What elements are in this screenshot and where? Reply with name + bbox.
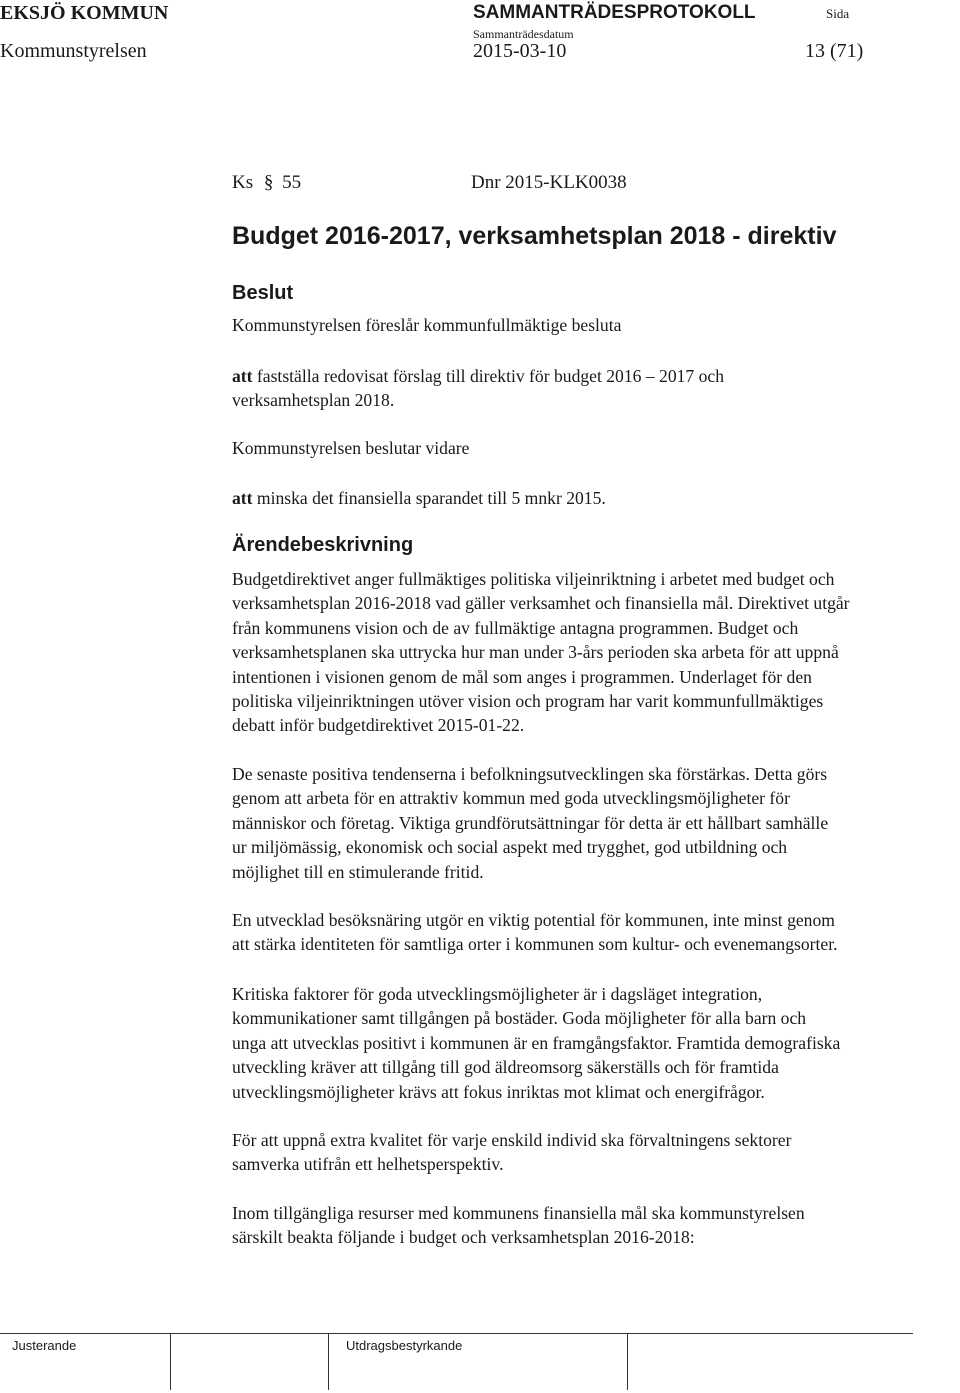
- beslut-further: Kommunstyrelsen beslutar vidare: [232, 438, 470, 458]
- text-line: verksamhetsplan 2016-2018 vad gäller verksamhet och finansiella mål. Direktivet utgår: [232, 593, 850, 614]
- att-clause-2: [232, 488, 606, 509]
- text-line: genom att arbeta för en attraktiv kommun med goda utvecklingsmöjligheter för: [232, 788, 790, 809]
- text-line: ur miljömässig, ekonomisk och social aspekt med trygghet, god utbildning och: [232, 837, 788, 858]
- signature-divider: [627, 1334, 628, 1390]
- diary-number: Dnr 2015-KLK0038: [471, 172, 627, 193]
- arende-paragraph-1: [232, 567, 958, 738]
- text-line: samverka utifrån ett helhetsperspektiv.: [232, 1154, 504, 1175]
- text-line: särskilt beakta följande i budget och verksamhetsplan 2016-2018:: [232, 1227, 695, 1248]
- text-line: Inom tillgängliga resurser med kommunens finansiella mål ska kommunstyrelsen: [232, 1203, 805, 1223]
- ks-label: Ks: [232, 172, 254, 193]
- text-line: Kritiska faktorer för goda utvecklingsmöjligheter är i dagsläget integration,: [232, 984, 763, 1004]
- text-line: kommunikationer samt tillgången på bostäder. Goda möjligheter för alla barn och: [232, 1008, 807, 1029]
- signature-divider: [328, 1334, 329, 1390]
- arende-paragraph-2: [232, 762, 958, 884]
- att-clause-1-continuation: verksamhetsplan 2018.: [232, 390, 395, 410]
- section-symbol: §: [263, 172, 274, 193]
- page-number: 13 (71): [805, 40, 864, 62]
- text-line: intentionen i visionen genom de mål som anges i programmen. Underlaget för den: [232, 666, 812, 687]
- text-line: En utvecklad besöksnäring utgör en viktig potential för kommunen, inte minst genom: [232, 910, 835, 930]
- organization-name: EKSJÖ KOMMUN: [0, 2, 169, 24]
- arende-paragraph-5: [232, 1128, 958, 1177]
- text-line: Budgetdirektivet anger fullmäktiges politiska viljeinriktning i arbetet med budget och: [232, 569, 835, 589]
- footer-divider: [0, 1333, 913, 1334]
- signature-divider: [170, 1334, 171, 1390]
- text-line: utveckling kräver att tillgång till god äldreomsorg säkerställs och för framtida: [232, 1057, 779, 1078]
- text-line: debatt inför budgetdirektivet 2015-01-22.: [232, 715, 525, 736]
- beslut-heading: Beslut: [232, 282, 294, 304]
- arende-heading: Ärendebeskrivning: [232, 534, 414, 556]
- justerande-label: Justerande: [12, 1338, 77, 1353]
- beslut-intro: Kommunstyrelsen föreslår kommunfullmäktige besluta: [232, 315, 622, 335]
- text-line: att stärka identiteten för samtliga orter i kommunen som kultur- och evenemangsorter.: [232, 934, 838, 955]
- protocol-title: SAMMANTRÄDESPROTOKOLL: [473, 2, 756, 23]
- att-clause-1-text: fastställa redovisat förslag till direktiv för budget 2016 – 2017 och: [252, 366, 725, 386]
- case-title: Budget 2016-2017, verksamhetsplan 2018 - direktiv: [232, 222, 837, 250]
- att-clause-1: [232, 366, 724, 387]
- department-name: Kommunstyrelsen: [0, 40, 147, 62]
- text-line: möjlighet till en stimulerande fritid.: [232, 861, 484, 882]
- arende-paragraph-3: [232, 908, 958, 957]
- date-label: Sammanträdesdatum: [473, 27, 574, 41]
- text-line: politiska viljeinriktningen utöver vision och program har varit kommunfullmäktiges: [232, 691, 824, 712]
- ks-number: 55: [282, 172, 302, 193]
- att-clause-2-text: minska det finansiella sparandet till 5 mnkr 2015.: [252, 488, 606, 508]
- text-line: För att uppnå extra kvalitet för varje enskild individ ska förvaltningens sektorer: [232, 1130, 792, 1150]
- arende-paragraph-6: [232, 1201, 958, 1250]
- text-line: från kommunens vision och de av fullmäktige antagna programmen. Budget och: [232, 617, 799, 638]
- case-section-ref: [232, 172, 301, 194]
- text-line: De senaste positiva tendenserna i befolkningsutvecklingen ska förstärkas. Detta görs: [232, 764, 828, 784]
- meeting-date: 2015-03-10: [473, 40, 567, 62]
- arende-paragraph-4: [232, 982, 958, 1104]
- att-keyword: att: [232, 488, 253, 508]
- text-line: utvecklingsmöjligheter krävs att fokus inriktas mot klimat och energifrågor.: [232, 1081, 765, 1102]
- page-label: Sida: [826, 6, 850, 21]
- text-line: människor och företag. Viktiga grundförutsättningar för detta är ett hållbart samhälle: [232, 812, 829, 833]
- text-line: verksamhetsplanen ska uttrycka hur man under 3-års perioden ska arbeta för att uppnå: [232, 642, 839, 663]
- text-line: unga att utvecklas positivt i kommunen är en framgångsfaktor. Framtida demografiska: [232, 1032, 841, 1053]
- utdragsbestyrkande-label: Utdragsbestyrkande: [346, 1338, 463, 1353]
- att-keyword: att: [232, 366, 253, 386]
